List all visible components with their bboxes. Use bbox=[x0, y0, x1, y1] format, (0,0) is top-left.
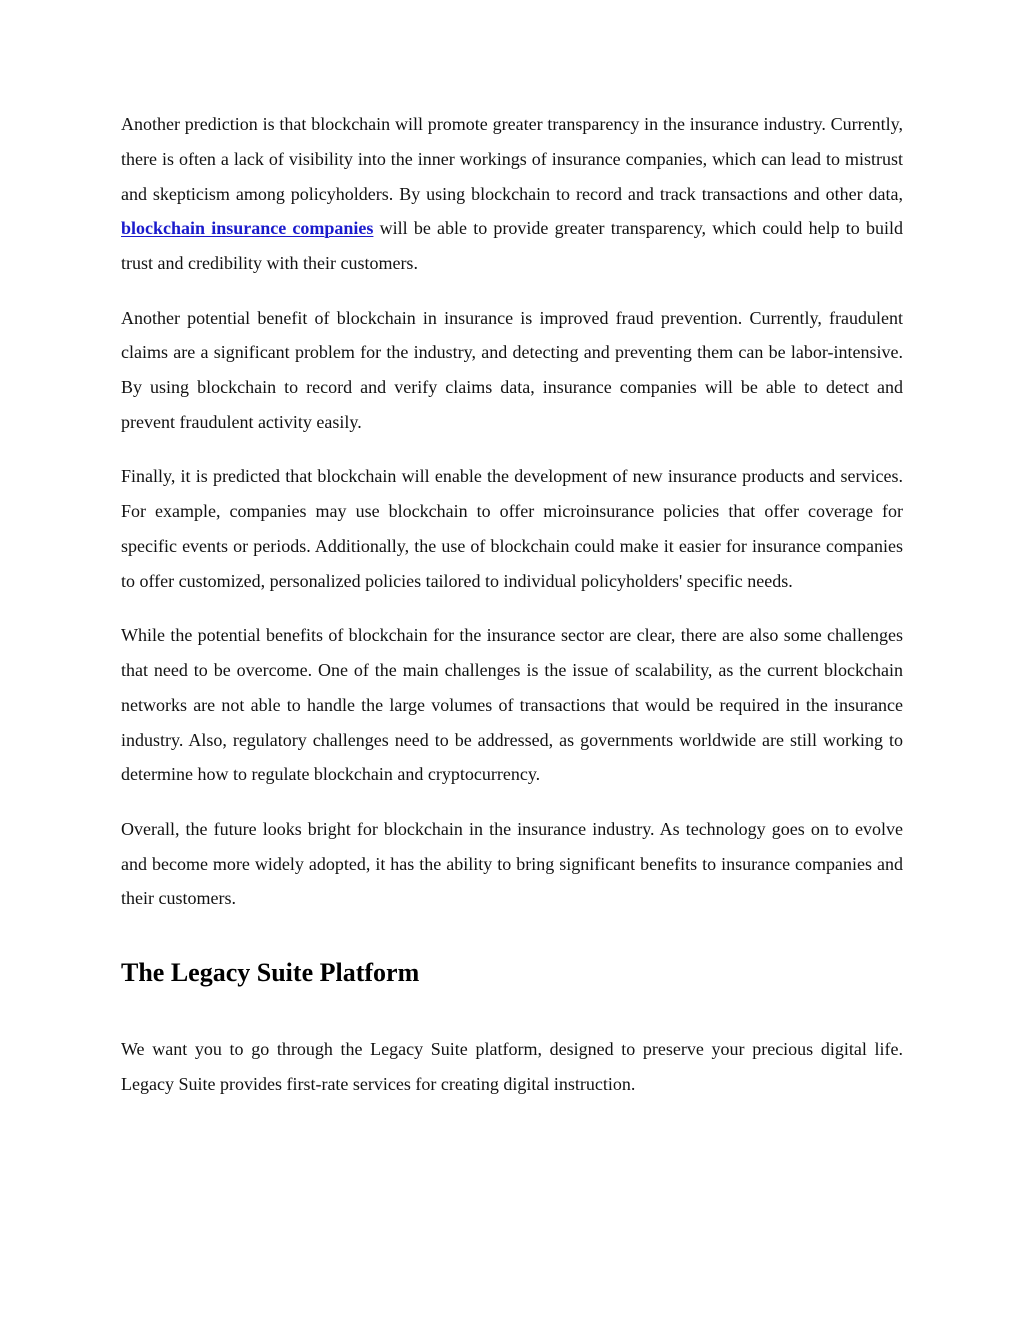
paragraph-text: will be able to provide greater transparency, which could help to build trust and credibility with their customers. bbox=[121, 218, 904, 274]
paragraph-new-products: Finally, it is predicted that blockchain will enable the development of new insurance products and services. For example, companies may use blockchain to offer microinsurance policies that offer coverage for specific events or periods. Additionally, the use of blockchain could make it easier for insurance companies to offer customized, personalized policies tailored to individual policyholders' specific needs. bbox=[121, 466, 903, 591]
paragraph-fraud-prevention: Another potential benefit of blockchain in insurance is improved fraud prevention. Currently, fraudulent claims are a significant problem for the industry, and detecting and preventing them can be labor-intensive. By using blockchain to record and verify claims data, insurance companies will be able to detect and prevent fraudulent activity easily. bbox=[121, 307, 903, 432]
paragraph-challenges: While the potential benefits of blockchain for the insurance sector are clear, there are also some challenges that need to be overcome. One of the main challenges is the issue of scalability, as the current blockchain networks are not able to handle the large volumes of transactions that would be required in the insurance industry. Also, regulatory challenges need to be addressed, as governments worldwide are still working to determine how to regulate blockchain and cryptocurrency. bbox=[121, 625, 903, 785]
paragraph-text: Another prediction is that blockchain will promote greater transparency in the insurance industry. Currently, there is often a lack of visibility into the inner workings of insurance companies, which can lead to mistrust and skepticism among policyholders. By using blockchain to record and track transactions and other data, bbox=[121, 114, 903, 204]
document-page bbox=[121, 107, 903, 1121]
paragraph-transparency bbox=[121, 107, 903, 281]
paragraph-overall: Overall, the future looks bright for blockchain in the insurance industry. As technology goes on to evolve and become more widely adopted, it has the ability to bring significant benefits to insurance companies and their customers. bbox=[121, 818, 903, 909]
section-heading: The Legacy Suite Platform bbox=[121, 958, 420, 988]
paragraph-legacy-suite: We want you to go through the Legacy Suite platform, designed to preserve your precious digital life. Legacy Suite provides first-rate services for creating digital instruction. bbox=[121, 1039, 903, 1094]
blockchain-insurance-companies-link[interactable]: blockchain insurance companies bbox=[121, 218, 374, 239]
